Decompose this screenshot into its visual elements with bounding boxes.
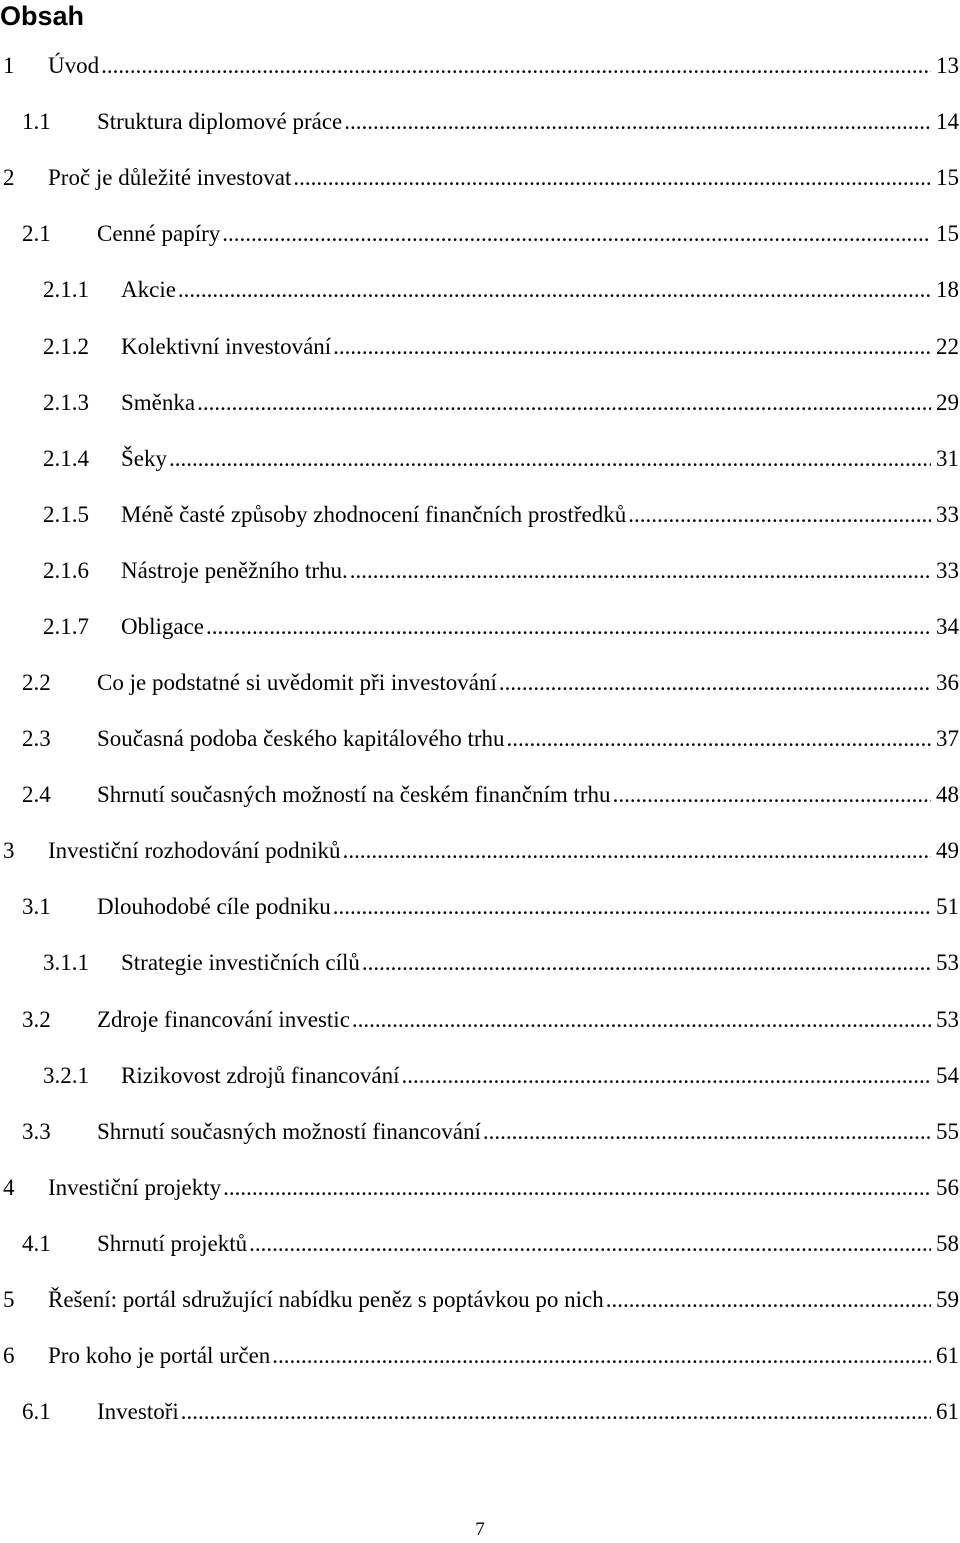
toc-entry-title: Rizikovost zdrojů financování: [121, 1063, 400, 1088]
toc-leader-dots: [197, 387, 931, 419]
toc-entry-title: Obligace: [121, 614, 205, 639]
toc-entry-title: Méně časté způsoby zhodnocení finančních prostředků: [121, 502, 627, 527]
toc-entry[interactable]: [0, 1004, 960, 1036]
toc-leader-dots: [343, 835, 931, 867]
toc-entry[interactable]: [0, 162, 960, 194]
toc-entry[interactable]: [0, 499, 960, 531]
toc-entry-page: 34: [936, 614, 959, 639]
toc-entry-page: 59: [936, 1287, 959, 1312]
toc-entry-title: Shrnutí současných možností financování: [97, 1119, 481, 1144]
toc-entry-title: Směnka: [121, 390, 196, 415]
toc-entry-title: Investiční rozhodování podniků: [48, 838, 341, 863]
toc-entry[interactable]: [0, 1396, 960, 1428]
toc-entry[interactable]: [0, 835, 960, 867]
toc-entry-number: 1: [3, 53, 15, 78]
toc-entry[interactable]: [0, 555, 960, 587]
toc-leader-dots: [507, 723, 932, 755]
toc-entry[interactable]: [0, 1284, 960, 1316]
toc-entry-number: 2.1.2: [43, 334, 89, 359]
toc-entry-page: 13: [936, 53, 959, 78]
toc-entry-page: 55: [936, 1119, 959, 1144]
toc-entry-page: 56: [936, 1175, 959, 1200]
toc-entry[interactable]: [0, 106, 960, 138]
toc-entry-title: Současná podoba českého kapitálového trhu: [97, 726, 505, 751]
toc-entry[interactable]: [0, 1060, 960, 1092]
toc-entry[interactable]: [0, 947, 960, 979]
toc-entry-number: 1.1: [22, 109, 51, 134]
toc-entry-page: 15: [936, 221, 959, 246]
toc-entry-page: 54: [936, 1063, 959, 1088]
toc-entry-number: 2.1.3: [43, 390, 89, 415]
toc-entry-title: Shrnutí současných možností na českém finančním trhu: [97, 782, 611, 807]
toc-entry-page: 33: [936, 502, 959, 527]
toc-leader-dots: [101, 50, 931, 82]
toc-entry-number: 5: [3, 1287, 15, 1312]
toc-entry-title: Cenné papíry: [97, 221, 221, 246]
toc-leader-dots: [352, 1004, 931, 1036]
toc-entry-page: 48: [936, 782, 959, 807]
toc-entry-page: 18: [936, 277, 959, 302]
toc-entry-number: 2.1.7: [43, 614, 89, 639]
toc-leader-dots: [362, 947, 931, 979]
toc-entry[interactable]: [0, 443, 960, 475]
toc-entry-page: 49: [936, 838, 959, 863]
toc-entry-title: Dlouhodobé cíle podniku: [97, 894, 331, 919]
toc-entry[interactable]: [0, 331, 960, 363]
toc-entry-number: 3.3: [22, 1119, 51, 1144]
toc-entry-number: 2.2: [22, 670, 51, 695]
toc-entry-title: Nástroje peněžního trhu.: [121, 558, 348, 583]
toc-leader-dots: [606, 1284, 931, 1316]
toc-entry[interactable]: [0, 667, 960, 699]
toc-leader-dots: [350, 555, 931, 587]
toc-entry-title: Šeky: [121, 446, 167, 471]
toc-leader-dots: [402, 1060, 932, 1092]
toc-entry-page: 37: [936, 726, 959, 751]
toc-entry-page: 31: [936, 446, 959, 471]
toc-entry-title: Co je podstatné si uvědomit při investování: [97, 670, 497, 695]
toc-entry-page: 22: [936, 334, 959, 359]
toc-entry-page: 53: [936, 1007, 959, 1032]
toc-entry-title: Úvod: [48, 53, 100, 78]
toc-entry[interactable]: [0, 1116, 960, 1148]
toc-entry[interactable]: [0, 387, 960, 419]
toc-leader-dots: [333, 331, 931, 363]
toc-leader-dots: [181, 1396, 931, 1428]
toc-entry[interactable]: [0, 218, 960, 250]
toc-entry-number: 2.1.6: [43, 558, 89, 583]
toc-entry-title: Shrnutí projektů: [97, 1231, 248, 1256]
toc-entry-page: 14: [936, 109, 959, 134]
toc-entry[interactable]: [0, 723, 960, 755]
toc-leader-dots: [206, 611, 931, 643]
toc-entry-title: Akcie: [121, 277, 176, 302]
toc-entry-page: 58: [936, 1231, 959, 1256]
toc-entry-number: 4.1: [22, 1231, 51, 1256]
toc-leader-dots: [272, 1340, 931, 1372]
toc-entry-title: Řešení: portál sdružující nabídku peněz s poptávkou po nich: [48, 1287, 604, 1312]
toc-leader-dots: [499, 667, 931, 699]
toc-entry-number: 2.1: [22, 221, 51, 246]
toc-entry-page: 36: [936, 670, 959, 695]
toc-entry-number: 3: [3, 838, 15, 863]
toc-entry[interactable]: [0, 1172, 960, 1204]
toc-entry-number: 3.2.1: [43, 1063, 89, 1088]
toc-entry[interactable]: [0, 891, 960, 923]
toc-entry-page: 61: [936, 1343, 959, 1368]
toc-entry-number: 2: [3, 165, 15, 190]
toc-entry-title: Pro koho je portál určen: [48, 1343, 271, 1368]
toc-entry-page: 33: [936, 558, 959, 583]
toc-entry-number: 2.1.5: [43, 502, 89, 527]
toc-leader-dots: [483, 1116, 931, 1148]
toc-entry[interactable]: [0, 50, 960, 82]
toc-entry-title: Investoři: [97, 1399, 179, 1424]
toc-leader-dots: [178, 274, 931, 306]
toc-leader-dots: [223, 1172, 931, 1204]
toc-leader-dots: [169, 443, 931, 475]
toc-leader-dots: [344, 106, 931, 138]
toc-entry-page: 15: [936, 165, 959, 190]
toc-entry-page: 29: [936, 390, 959, 415]
toc-leader-dots: [293, 162, 931, 194]
toc-leader-dots: [628, 499, 931, 531]
page-number: 7: [475, 1519, 485, 1540]
toc-entry[interactable]: [0, 779, 960, 811]
toc-entry-title: Zdroje financování investic: [97, 1007, 350, 1032]
toc-entry-title: Proč je důležité investovat: [48, 165, 292, 190]
toc-entry-page: 61: [936, 1399, 959, 1424]
toc-entry-title: Kolektivní investování: [121, 334, 332, 359]
toc-entry-number: 2.3: [22, 726, 51, 751]
page-title: Obsah: [0, 1, 85, 31]
toc-entry-number: 2.4: [22, 782, 51, 807]
toc-entry-number: 6: [3, 1343, 15, 1368]
toc-entry-title: Struktura diplomové práce: [97, 109, 343, 134]
toc-entry[interactable]: [0, 274, 960, 306]
toc-entry[interactable]: [0, 1228, 960, 1260]
toc-leader-dots: [222, 218, 931, 250]
toc-entry-number: 3.1.1: [43, 950, 89, 975]
toc-entry-page: 51: [936, 894, 959, 919]
toc-leader-dots: [333, 891, 931, 923]
toc-entry-number: 2.1.4: [43, 446, 89, 471]
toc-entry-number: 4: [3, 1175, 15, 1200]
toc-entry-page: 53: [936, 950, 959, 975]
toc-entry-title: Investiční projekty: [48, 1175, 222, 1200]
toc-entry-number: 2.1.1: [43, 277, 89, 302]
toc-leader-dots: [249, 1228, 931, 1260]
toc-entry-title: Strategie investičních cílů: [121, 950, 360, 975]
toc-entry[interactable]: [0, 611, 960, 643]
toc-entry[interactable]: [0, 1340, 960, 1372]
toc-entry-number: 3.2: [22, 1007, 51, 1032]
toc-leader-dots: [613, 779, 931, 811]
toc-entry-number: 3.1: [22, 894, 51, 919]
toc-entry-number: 6.1: [22, 1399, 51, 1424]
